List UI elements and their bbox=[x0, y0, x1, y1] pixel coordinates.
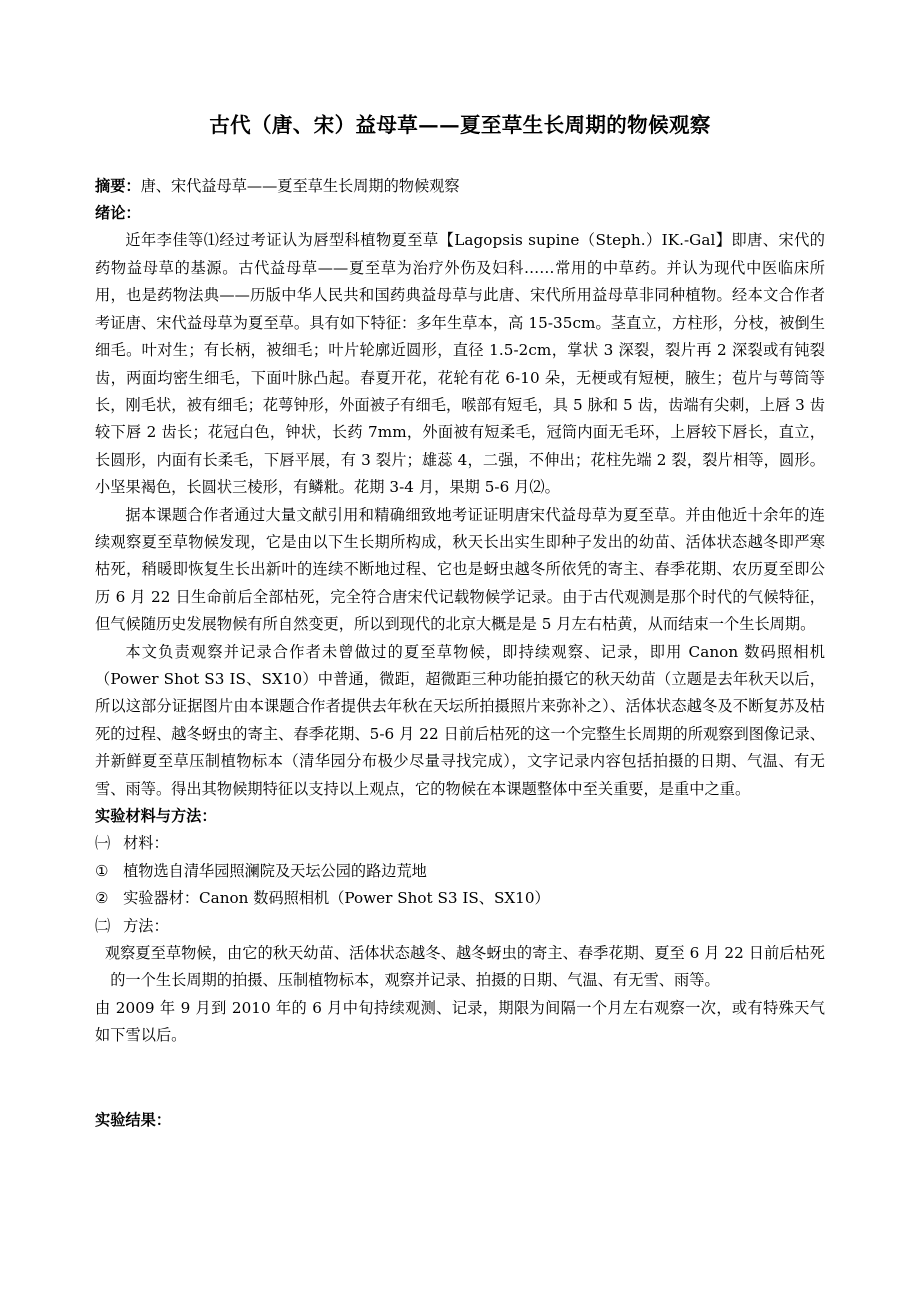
abstract-text: 唐、宋代益母草——夏至草生长周期的物候观察 bbox=[140, 176, 460, 195]
list-marker-circled-one: ① bbox=[95, 861, 109, 880]
intro-paragraph-1: 近年李佳等⑴经过考证认为唇型科植物夏至草【Lagopsis supine（Steph.）IK.-Gal】即唐、宋代的药物益母草的基源。古代益母草——夏至草为治疗外伤及妇科……常用的中草药。并认为现代中医临床所用，也是药物法典——历版中华人民共和国药典益母草与此唐、宋代所用益母草非同种植物。经本文合作者考证唐、宋代益母草为夏至草。具有如下特征：多年生草本，高 15-35cm。茎直立，方柱形，分枝，被倒生细毛。叶对生；有长柄，被细毛；叶片轮廓近圆形，直径 1.5-2cm，掌状 3 深裂，裂片再 2 深裂或有钝裂齿，两面均密生细毛，下面叶脉凸起。春夏开花，花轮有花 6-10 朵，无梗或有短梗，腋生；苞片与萼筒等长，刚毛状，被有细毛；花萼钟形，外面被子有细毛，喉部有短毛，具 5 脉和 5 齿，齿端有尖刺，上唇 3 齿较下唇 2 齿长；花冠白色，钟状，长药 7mm，外面被有短柔毛，冠筒内面无毛环，上唇较下唇长，直立，长圆形，内面有长柔毛，下唇平展，有 3 裂片；雄蕊 4，二强，不伸出；花柱先端 2 裂，裂片相等，圆形。小坚果褐色，长圆状三棱形，有鳞粃。花期 3-4 月，果期 5-6 月⑵。 bbox=[95, 231, 825, 497]
intro-paragraph-3: 本文负责观察并记录合作者未曾做过的夏至草物候，即持续观察、记录，即用 Canon 数码照相机（Power Shot S3 IS、SX10）中普通，微距，超微距三种功能拍摄它的秋天幼苗（立题是去年秋天以后，所以这部分证据图片由本课题合作者提供去年秋在天坛所拍摄照片来弥补之）、活体状态越冬及不断复苏及枯死的过程、越冬蚜虫的寄主、春季花期、5-6 月 22 日前后枯死的这一个完整生长周期的所观察到图像记录、并新鲜夏至草压制植物标本（清华园分布极少尽量寻找完成），文字记录内容包括拍摄的日期、气温、有无雪、雨等。得出其物候期特征以支持以上观点，它的物候在本课题整体中至关重要，是重中之重。 bbox=[95, 642, 825, 798]
page-title: 古代（唐、宋）益母草——夏至草生长周期的物候观察 bbox=[209, 113, 711, 137]
materials-subsection-1 bbox=[95, 830, 825, 857]
list-marker-circled-two: ② bbox=[95, 889, 109, 908]
list-marker-roman-one: ㈠ bbox=[95, 834, 111, 853]
abstract-label: 摘要： bbox=[95, 176, 141, 195]
materials-subsection-2-label: 方法： bbox=[123, 916, 169, 935]
materials-item-2-text: 实验器材：Canon 数码照相机（Power Shot S3 IS、SX10） bbox=[123, 889, 550, 908]
title-abstract-spacer bbox=[95, 140, 825, 173]
abstract-line bbox=[95, 173, 825, 200]
materials-subsection-1-label: 材料： bbox=[123, 834, 169, 853]
list-item bbox=[95, 858, 825, 885]
results-spacer bbox=[95, 1050, 825, 1107]
list-item bbox=[95, 885, 825, 912]
method-paragraph-1: 观察夏至草物候，由它的秋天幼苗、活体状态越冬、越冬蚜虫的寄主、春季花期、夏至 6 月 22 日前后枯死的一个生长周期的拍摄、压制植物标本，观察并记录、拍摄的日期、气温、有无雪、雨等。 bbox=[104, 944, 825, 990]
materials-item-1-text: 植物选自清华园照澜院及天坛公园的路边荒地 bbox=[123, 861, 427, 880]
intro-paragraph-2: 据本课题合作者通过大量文献引用和精确细致地考证证明唐宋代益母草为夏至草。并由他近十余年的连续观察夏至草物候发现，它是由以下生长期所构成，秋天长出实生即种子发出的幼苗、活体状态越冬即严寒枯死，稍暖即恢复生长出新叶的连续不断地过程、它也是蚜虫越冬所依凭的寄主、春季花期、农历夏至即公历 6 月 22 日生命前后全部枯死，完全符合唐宋代记载物候学记录。由于古代观测是那个时代的气候特征，但气候随历史发展物候有所自然变更，所以到现代的北京大概是是 5 月左右枯黄，从而结束一个生长周期。 bbox=[95, 505, 825, 634]
document-content bbox=[95, 0, 825, 1134]
section-heading-results: 实验结果： bbox=[95, 1110, 171, 1129]
section-heading-materials-methods: 实验材料与方法： bbox=[95, 807, 217, 826]
materials-subsection-2 bbox=[95, 913, 825, 940]
list-marker-roman-two: ㈡ bbox=[95, 916, 111, 935]
method-paragraph-2: 由 2009 年 9 月到 2010 年的 6 月中旬持续观测、记录，期限为间隔一个月左右观察一次，或有特殊天气如下雪以后。 bbox=[95, 998, 825, 1045]
section-heading-intro: 绪论： bbox=[95, 204, 141, 223]
